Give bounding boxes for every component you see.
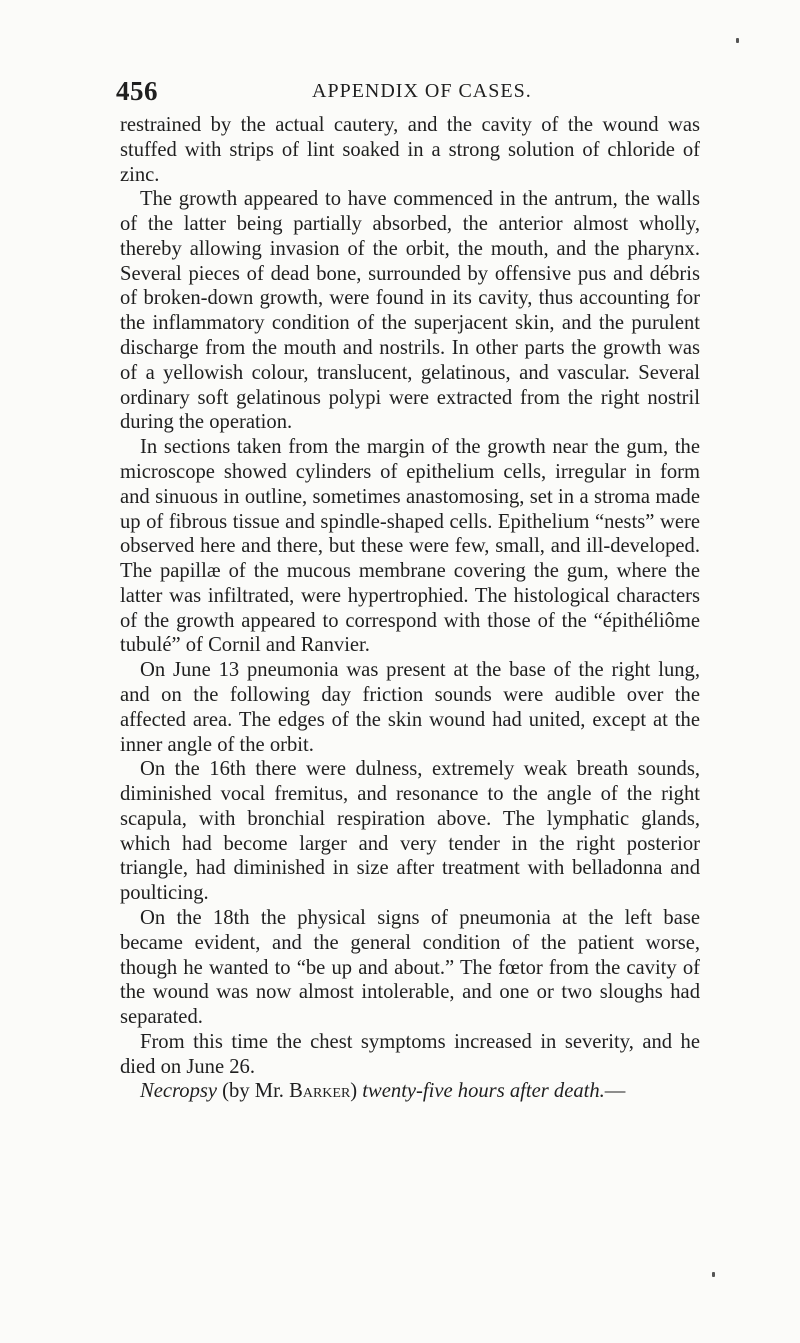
scan-speck-bottom	[712, 1272, 715, 1277]
necropsy-by-prefix: (by Mr.	[217, 1080, 290, 1103]
necropsy-by-suffix: )	[350, 1080, 363, 1103]
necropsy-doctor: Barker	[289, 1080, 351, 1103]
necropsy-label: Necropsy	[140, 1080, 218, 1103]
paragraph-continued: restrained by the actual cautery, and the cavity of the wound was stuffed with strips of lint soaked in a strong solution of chloride of zinc.	[120, 114, 700, 186]
paragraph-18th: On the 18th the physical signs of pneumonia at the left base became evident, and the general condition of the patient worse, though he wanted to “be up and about.” The fœtor from the cavity of the wound was now almost intolerable, and one or two sloughs had separated.	[120, 907, 700, 1029]
body-text	[120, 113, 700, 1104]
necropsy-dash: —	[604, 1080, 626, 1103]
scan-speck-top	[736, 38, 739, 43]
paragraph-necropsy	[120, 1079, 700, 1104]
page-number: 456	[116, 76, 158, 106]
running-head: APPENDIX OF CASES.	[312, 80, 532, 102]
paragraph-growth-description: The growth appeared to have commenced in the antrum, the walls of the latter being partially absorbed, the anterior almost wholly, thereby allowing invasion of the orbit, the mouth, and the pharynx. Several pieces of dead bone, surrounded by offensive pus and débris of broken-down growth, were found in its cavity, thus accounting for the inflammatory condition of the superjacent skin, and the purulent discharge from the mouth and nostrils. In other parts the growth was of a yellowish colour, translucent, gelatinous, and vascular. Several ordinary soft gelatinous polypi were extracted from the right nostril during the operation.	[120, 188, 700, 434]
necropsy-timing: twenty-five hours after death.	[362, 1080, 605, 1103]
paragraph-microscopy: In sections taken from the margin of the growth near the gum, the microscope showed cylinders of epithelium cells, irregular in form and sinuous in outline, sometimes anastomosing, set in a stroma made up of fibrous tissue and spindle-shaped cells. Epithelium “nests” were observed here and there, but these were few, small, and ill-developed. The papillæ of the mucous membrane covering the gum, where the latter was infiltrated, were hypertrophied. The histological characters of the growth appeared to correspond with those of the “épithéliôme tubulé” of Cornil and Ranvier.	[120, 436, 700, 657]
paragraph-june-13: On June 13 pneumonia was present at the base of the right lung, and on the following day friction sounds were audible over the affected area. The edges of the skin wound had united, except at the inner angle of the orbit.	[120, 659, 700, 756]
paragraph-death: From this time the chest symptoms increased in severity, and he died on June 26.	[120, 1030, 700, 1078]
paragraph-16th: On the 16th there were dulness, extremely weak breath sounds, diminished vocal fremitus, and resonance to the angle of the right scapula, with bronchial respiration above. The lymphatic glands, which had become larger and very tender in the right posterior triangle, had diminished in size after treatment with belladonna and poulticing.	[120, 758, 700, 905]
page-header	[116, 76, 676, 110]
